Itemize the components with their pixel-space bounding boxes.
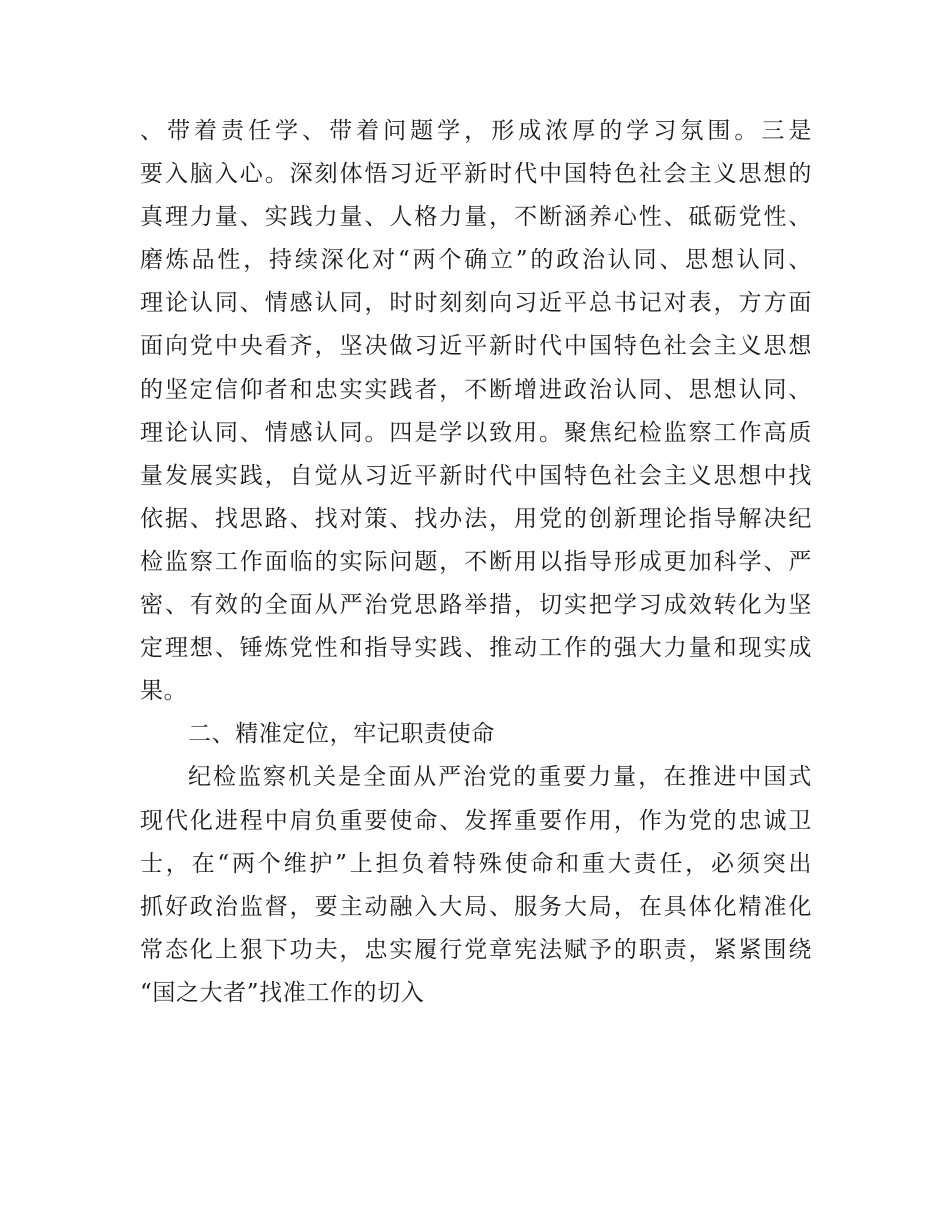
text-line: 果。 bbox=[140, 678, 188, 705]
paragraph-duty bbox=[140, 756, 812, 1015]
text-line: 理论认同、情感认同，时时刻刻向习近平总书记对表，方方面 bbox=[140, 290, 812, 317]
text-line: 检监察工作面临的实际问题，不断用以指导形成更加科学、严 bbox=[140, 548, 812, 575]
text-line: “国之大者”找准工作的切入 bbox=[140, 979, 425, 1006]
text-line: 依据、找思路、找对策、找办法，用党的创新理论指导解决纪 bbox=[140, 505, 812, 532]
text-line: 量发展实践，自觉从习近平新时代中国特色社会主义思想中找 bbox=[140, 462, 812, 489]
text-line: 的坚定信仰者和忠实实践者，不断增进政治认同、思想认同、 bbox=[140, 376, 812, 403]
text-line: 定理想、锤炼党性和指导实践、推动工作的强大力量和现实成 bbox=[140, 635, 812, 662]
section-heading bbox=[140, 713, 812, 756]
document-body bbox=[140, 110, 812, 1015]
text-line: 、带着责任学、带着问题学，形成浓厚的学习氛围。三是 bbox=[140, 118, 812, 144]
section-heading-text: 二、精准定位，牢记职责使命 bbox=[188, 721, 495, 748]
text-line: 现代化进程中肩负重要使命、发挥重要作用，作为党的忠诚卫 bbox=[140, 807, 812, 834]
text-line: 磨炼品性，持续深化对“两个确立”的政治认同、思想认同、 bbox=[140, 247, 812, 274]
text-line: 纪检监察机关是全面从严治党的重要力量，在推进中国式 bbox=[188, 764, 812, 791]
paragraph-study bbox=[140, 110, 812, 713]
text-line: 常态化上狠下功夫，忠实履行党章宪法赋予的职责，紧紧围绕 bbox=[140, 936, 812, 963]
text-line: 面向党中央看齐，坚决做习近平新时代中国特色社会主义思想 bbox=[140, 333, 812, 360]
text-line: 理论认同、情感认同。四是学以致用。聚焦纪检监察工作高质 bbox=[140, 419, 812, 446]
text-line: 要入脑入心。深刻体悟习近平新时代中国特色社会主义思想的 bbox=[140, 161, 812, 188]
text-line: 密、有效的全面从严治党思路举措，切实把学习成效转化为坚 bbox=[140, 592, 812, 619]
text-line: 士，在“两个维护”上担负着特殊使命和重大责任，必须突出 bbox=[140, 850, 812, 877]
text-line: 抓好政治监督，要主动融入大局、服务大局，在具体化精准化 bbox=[140, 893, 812, 920]
text-line: 真理力量、实践力量、人格力量，不断涵养心性、砥砺党性、 bbox=[140, 204, 812, 231]
